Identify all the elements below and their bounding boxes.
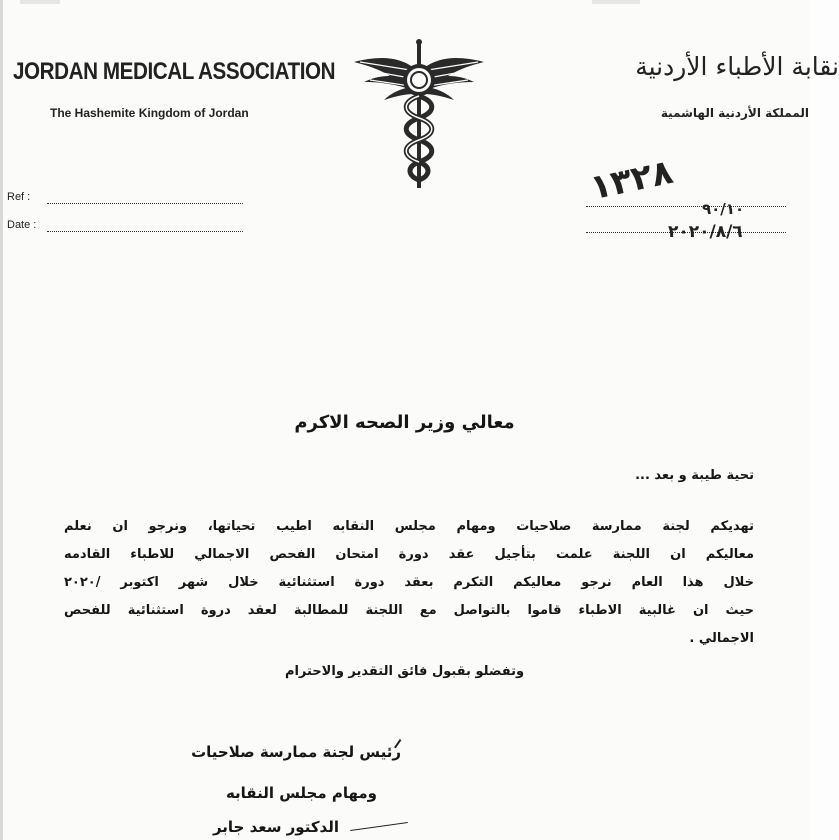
- greeting: تحية طيبة و بعد ...: [635, 468, 754, 483]
- signature-name: الدكتور سعد جابر: [212, 818, 339, 836]
- body-line: معاليكم ان اللجنة علمت بتأجيل عقد دورة امتحان الفحص الاجمالي للاطباء القادمه: [64, 547, 754, 562]
- page-edge: [0, 0, 3, 840]
- date-line: [47, 231, 243, 232]
- body-line: تهديكم لجنة ممارسة صلاحيات ومهام مجلس النقابه اطيب تحياتها، ونرجو ان نعلم: [64, 519, 754, 534]
- body-line: خلال هذا العام نرجو معاليكم التكرم بعقد دورة استثنائية خلال شهر اكتوبر /٢٠٢٠: [64, 575, 754, 590]
- org-name-en: JORDAN MEDICAL ASSOCIATION: [13, 58, 336, 85]
- country-en: The Hashemite Kingdom of Jordan: [50, 106, 249, 120]
- signature-stroke: [350, 822, 408, 831]
- date-row: [7, 219, 36, 231]
- ref-line-ar: [586, 206, 786, 207]
- salutation: معالي وزير الصحه الاكرم: [294, 412, 515, 433]
- ref-line: [47, 203, 243, 204]
- handwritten-date: ٢٠٢٠/٨/٦: [668, 222, 743, 242]
- org-name-ar: نقابة الأطباء الأردنية: [635, 52, 839, 81]
- date-label: Date :: [7, 219, 37, 231]
- body-line-last: الاجمالي .: [689, 631, 754, 646]
- ref-label: Ref :: [7, 191, 31, 203]
- body-line: حيث ان غالبية الاطباء قاموا بالتواصل مع اللجنة للمطالبة لعقد دروة استثنائية للفحص: [64, 603, 754, 618]
- handwritten-code: ٩٠/١٠: [702, 200, 745, 218]
- country-ar: المملكة الأردنية الهاشمية: [660, 106, 809, 120]
- caduceus-emblem-icon: [350, 36, 488, 192]
- signature-title-line1: رئيس لجنة ممارسة صلاحيات: [191, 743, 401, 761]
- signature-title-line2: ومهام مجلس النقابه: [225, 784, 377, 802]
- scan-artifact: [592, 0, 640, 4]
- ref-row: [7, 191, 30, 203]
- scan-artifact: [20, 0, 60, 4]
- closing: وتفضلو بقبول فائق التقدير والاحترام: [284, 664, 525, 679]
- handwritten-ref-number: ١٣٢٨: [586, 151, 677, 209]
